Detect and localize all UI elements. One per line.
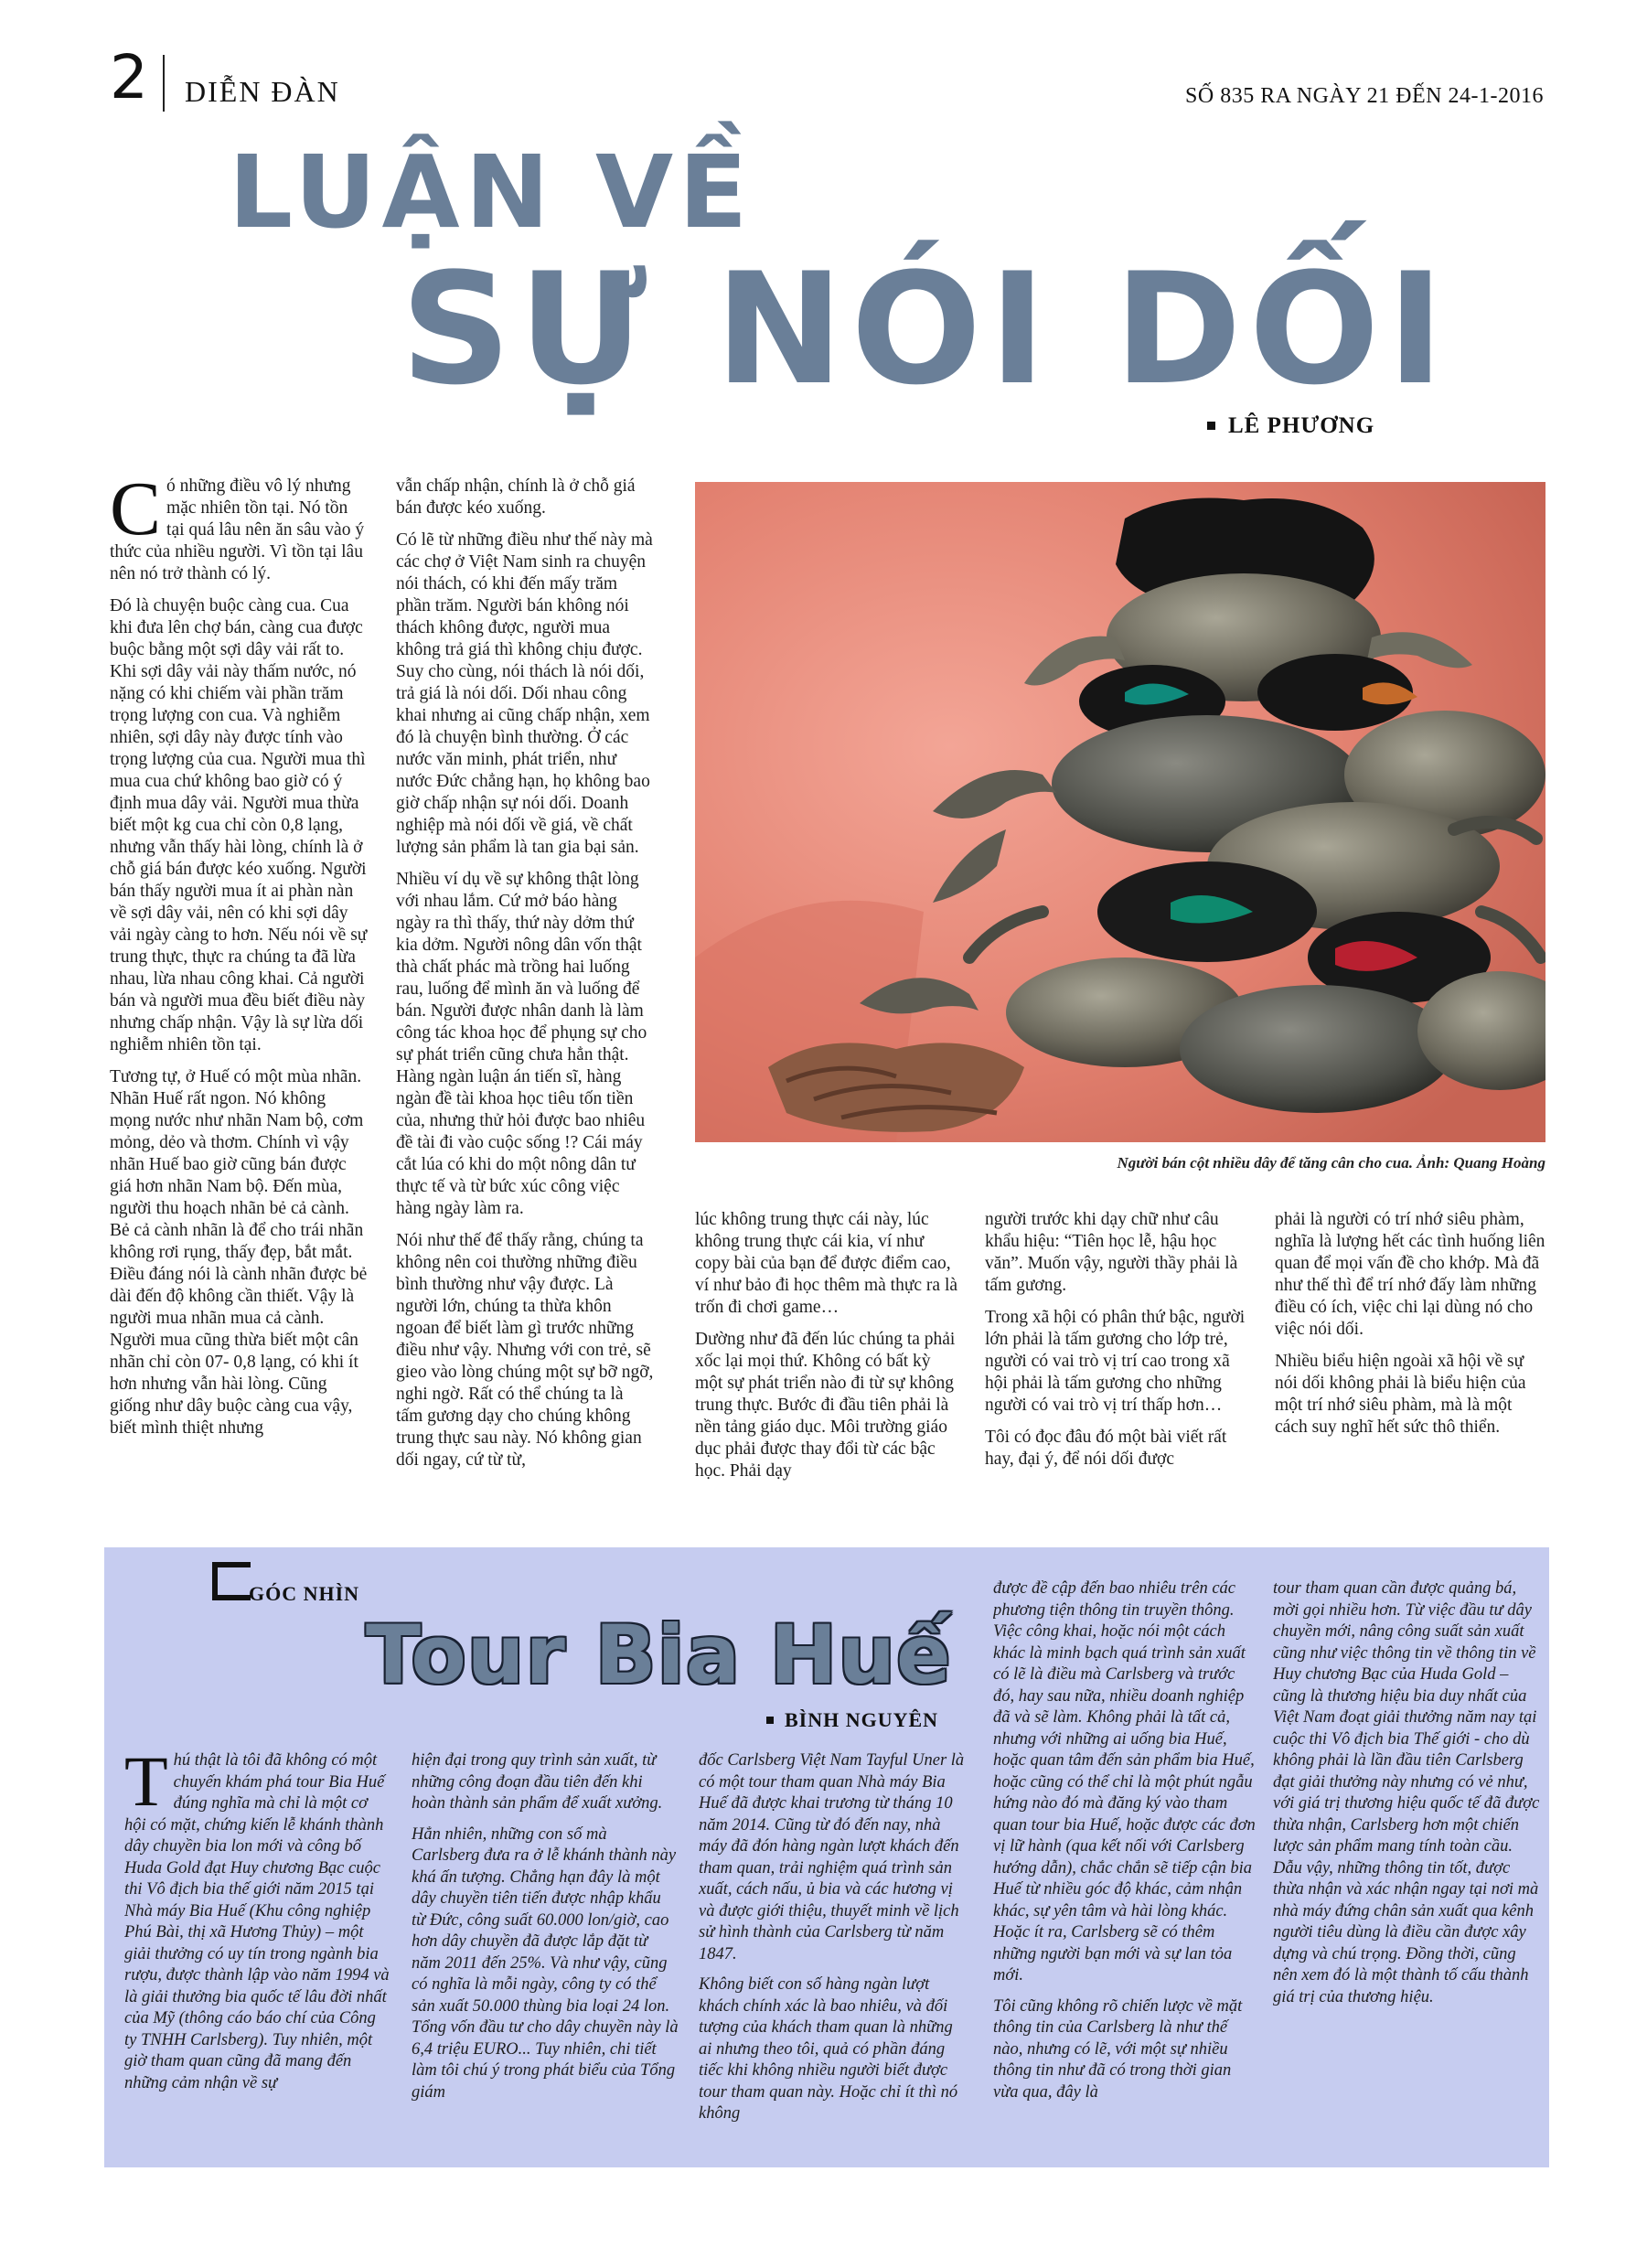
paragraph: vẫn chấp nhận, chính là ở chỗ giá bán được kéo xuống. bbox=[396, 476, 636, 518]
issue-info: SỐ 835 RA NGÀY 21 ĐẾN 24-1-2016 bbox=[1185, 84, 1544, 108]
article-column-5 bbox=[1275, 1209, 1545, 1502]
paragraph: tour tham quan cần được quảng bá, mời gọi nhiều hơn. Từ việc đầu tư dây chuyền mới, nâng công suất sản xuất cũng như việc thông tin về thông tin về Huy chương Bạc của Huda Gold – cũng là thương hiệu bia duy nhất của Việt Nam đoạt giải thưởng năm nay tại cuộc thi Vô địch bia Thế giới - cho dù không phải là lần đầu tiên Carlsberg đạt giải thưởng này nhưng có vẻ như, với giá trị thương hiệu quốc tế đã được thừa nhận, Carlsberg hơn một chiến lược sản phẩm mang tính toàn cầu. Dẫu vậy, những thông tin tốt, được thừa nhận và xác nhận ngay tại nơi mà nhà máy đứng chân sản xuất qua kênh người tiêu dùng là điều cần được xây dựng và chú trọng. Đồng thời, cũng nên xem đó là một thành tố cấu thành giá trị của thương hiệu. bbox=[1273, 1579, 1540, 2006]
crab-photo bbox=[695, 482, 1545, 1142]
paragraph: người trước khi dạy chữ như câu khẩu hiệu: “Tiên học lễ, hậu học văn”. Muốn vậy, người thầy phải là tấm gương. bbox=[985, 1210, 1238, 1295]
bullet-square-icon bbox=[766, 1717, 774, 1724]
paragraph: đốc Carlsberg Việt Nam Tayful Uner là có một tour tham quan Nhà máy Bia Huế đã được khai trương từ tháng 10 năm 2014. Cũng từ đó đến nay, nhà máy đã đón hàng ngàn lượt khách đến tham quan, trải nghiệm quá trình sản xuất, cách nấu, ủ bia và các hương vị và được giới thiệu, thuyết minh về lịch sử hình thành của Carlsberg từ năm 1847. bbox=[699, 1751, 965, 1963]
paragraph: Tôi có đọc đâu đó một bài viết rất hay, đại ý, để nói dối được bbox=[985, 1428, 1227, 1469]
author-name: LÊ PHƯƠNG bbox=[1228, 413, 1375, 438]
paragraph: Nhiều biểu hiện ngoài xã hội về sự nói dối không phải là biểu hiện của một trí nhớ siêu phàm, mà là một cách suy nghĩ hết sức thô thiển. bbox=[1275, 1352, 1526, 1437]
drop-cap: C bbox=[110, 476, 162, 551]
article-column-4 bbox=[985, 1209, 1250, 1502]
paragraph: Thú thật là tôi đã không có một chuyến khám phá tour Bia Huế đúng nghĩa mà chỉ là một cơ hội có mặt, chứng kiến lễ khánh thành dây chuyền bia lon mới và công bố Huda Gold đạt Huy chương Bạc cuộc thi Vô địch bia thế giới năm 2015 tại Nhà máy Bia Huế (Khu công nghiệp Phú Bài, thị xã Hương Thủy) – một giải thưởng có uy tín trong ngành bia rượu, được thành lập vào năm 1994 và là giải thưởng bia quốc tế lâu đời nhất của Mỹ (thông cáo báo chí của Công ty TNHH Carlsberg). Tuy nhiên, một giờ tham quan cũng đã mang đến những cảm nhận về sự bbox=[124, 1750, 390, 2092]
article-byline bbox=[1207, 413, 1374, 439]
article-title-line1: LUẬN VỀ bbox=[229, 134, 754, 251]
goc-nhin-title: Tour Bia Huế bbox=[366, 1608, 952, 1702]
goc-nhin-column-2 bbox=[412, 1750, 679, 2153]
paragraph: Dường như đã đến lúc chúng ta phải xốc lại mọi thứ. Không có bất kỳ một sự phát triển nào đi từ sự không trung thực. Bước đi đầu tiên phải là nền tảng giáo dục. Môi trường giáo dục phải được thay đổi từ các bậc học. Phải dạy bbox=[695, 1330, 956, 1481]
section-name: DIỄN ĐÀN bbox=[185, 75, 340, 108]
page-number: 2 bbox=[110, 42, 148, 112]
paragraph: Nhiều ví dụ về sự không thật lòng với nhau lắm. Cứ mở báo hàng ngày ra thì thấy, thứ này dởm thứ kia dởm. Người nông dân vốn thật thà chất phác mà trồng hai luống rau, luống để mình ăn và luống để bán. Người được nhân danh là làm công tác khoa học để phụng sự cho sự phát triển cũng chưa hẳn thật. Hàng ngàn luận án tiến sĩ, hàng ngàn đề tài khoa học tiêu tốn tiền của, nhưng thử hỏi được bao nhiêu đề tài đi vào cuộc sống !? Cái máy cắt lúa có khi do một nông dân tư thực tế và từ bức xúc công việc hàng ngày làm ra. bbox=[396, 870, 647, 1218]
header-divider bbox=[163, 55, 165, 112]
goc-nhin-label: GÓC NHÌN bbox=[249, 1582, 360, 1605]
goc-nhin-column-4 bbox=[993, 1578, 1260, 2153]
article-column-3 bbox=[695, 1209, 960, 1502]
bullet-square-icon bbox=[1207, 422, 1215, 430]
paragraph: Trong xã hội có phân thứ bậc, người lớn phải là tấm gương cho lớp trẻ, người có vai trò vị trí cao trong xã hội phải là tấm gương cho những người có vai trò vị trí thấp hơn… bbox=[985, 1308, 1246, 1415]
author-name: BÌNH NGUYÊN bbox=[785, 1708, 939, 1731]
photo-caption: Người bán cột nhiều dây để tăng cân cho cua. Ảnh: Quang Hoàng bbox=[1117, 1154, 1545, 1171]
paragraph: được đề cập đến bao nhiêu trên các phương tiện thông tin truyền thông. Việc công khai, hoặc nói một cách khác là minh bạch quá trình sản xuất có lẽ là điều mà Carlsberg và trước đó, hay sau nữa, nhiều doanh nghiệp đã và sẽ làm. Không phải là tất cả, nhưng với những ai uống bia Huế, hoặc quan tâm đến sản phẩm bia Huế, hoặc cũng có thể chỉ là một phút ngẫu hứng nào đó mà đăng ký vào tham quan tour bia Huế, hoặc được các đơn vị lữ hành (qua kết nối với Carlsberg hướng dẫn), chắc chắn sẽ tiếp cận bia Huế từ nhiều góc độ khác, cảm nhận khác, sự yên tâm và hài lòng khác. Hoặc ít ra, Carlsberg sẽ có thêm những người bạn mới và sự lan tỏa mới. bbox=[993, 1579, 1256, 1984]
article-column-1 bbox=[110, 476, 368, 1500]
paragraph: Hẳn nhiên, những con số mà Carlsberg đưa ra ở lễ khánh thành này khá ấn tượng. Chẳng hạn đây là một dây chuyền tiên tiến được nhập khẩu từ Đức, công suất 60.000 lon/giờ, cao hơn dây chuyền đã được lắp đặt từ năm 2011 đến 25%. Và như vậy, cũng có nghĩa là mỗi ngày, công ty có thể sản xuất 50.000 thùng bia loại 24 lon. Tổng vốn đầu tư cho dây chuyền này là 6,4 triệu EURO... Tuy nhiên, chi tiết làm tôi chú ý trong phát biểu của Tổng giám bbox=[412, 1824, 679, 2102]
paragraph: Tương tự, ở Huế có một mùa nhãn. Nhãn Huế rất ngon. Nó không mọng nước như nhãn Nam bộ, cơm mỏng, dẻo và thơm. Chính vì vậy nhãn Huế bao giờ cũng bán được giá hơn nhãn Nam bộ. Đến mùa, người thu hoạch nhãn bẻ cả cành. Bẻ cả cành nhãn là để cho trái nhãn không rơi rụng, thấy đẹp, bắt mắt. Điều đáng nói là cành nhãn được bẻ dài đến độ không cần thiết. Vậy là người mua nhãn mua cả cành. Người mua cũng thừa biết một cân nhãn chỉ còn 07- 0,8 lạng, có khi ít hơn nhưng vẫn hài lòng. Cũng giống như dây buộc càng cua vậy, biết mình thiệt nhưng bbox=[110, 1067, 368, 1438]
paragraph: lúc không trung thực cái này, lúc không trung thực cái kia, ví như copy bài của bạn để được điểm cao, ví như bảo đi học thêm mà thực ra là trốn đi chơi game… bbox=[695, 1210, 958, 1317]
article-column-2 bbox=[396, 476, 654, 1500]
paragraph: hiện đại trong quy trình sản xuất, từ những công đoạn đầu tiên đến khi hoàn thành sản phẩm để xuất xưởng. bbox=[412, 1751, 663, 1813]
paragraph: Có lẽ từ những điều như thế này mà các chợ ở Việt Nam sinh ra chuyện nói thách, có khi đến mấy trăm phần trăm. Người bán không nói thách không được, người mua không trả giá thì không chịu được. Suy cho cùng, nói thách là nói dối, trả giá là nói dối. Dối nhau công khai nhưng ai cũng chấp nhận, xem đó là chuyện bình thường. Ở các nước văn minh, phát triển, như nước Đức chẳng hạn, họ không bao giờ chấp nhận sự nói dối. Doanh nghiệp mà nói dối về giá, về chất lượng sản phẩm là tan gia bại sản. bbox=[396, 530, 653, 857]
paragraph: Không biết con số hàng ngàn lượt khách chính xác là bao nhiêu, và đối tượng của khách tham quan là những ai nhưng theo tôi, quả có phần đáng tiếc khi không nhiều người biết được tour tham quan này. Hoặc chỉ ít thì nó không bbox=[699, 1975, 958, 2123]
paragraph: phải là người có trí nhớ siêu phàm, nghĩa là lượng hết các tình huống liên quan để mọi vấn đề cho khớp. Mà đã như thế thì để trí nhớ đấy làm những điều có ích, việc chi lại dùng nó cho việc nói dối. bbox=[1275, 1210, 1545, 1339]
crab-illustration bbox=[695, 482, 1545, 1142]
drop-cap: T bbox=[124, 1750, 168, 1821]
goc-nhin-column-3 bbox=[699, 1750, 966, 2153]
goc-nhin-byline bbox=[766, 1708, 938, 1732]
article-title-line2: SỰ NÓI DỐI bbox=[401, 240, 1452, 419]
goc-nhin-column-1 bbox=[124, 1750, 391, 2153]
paragraph: Có những điều vô lý nhưng mặc nhiên tồn tại. Nó tồn tại quá lâu nên ăn sâu vào ý thức của nhiều người. Vì tồn tại lâu nên nó trở thành có lý. bbox=[110, 476, 365, 583]
paragraph: Tôi cũng không rõ chiến lược về mặt thông tin của Carlsberg là như thế nào, nhưng có lẽ, với một sự nhiều thông tin như đã có trong thời gian vừa qua, đây là bbox=[993, 1996, 1243, 2102]
goc-nhin-column-5 bbox=[1273, 1578, 1540, 2153]
paragraph: Đó là chuyện buộc càng cua. Cua khi đưa lên chợ bán, càng cua được buộc bằng một sợi dây vải rất to. Khi sợi dây vải này thấm nước, nó nặng có khi chiếm vài phần trăm trọng lượng con cua. Và nghiễm nhiên, sợi dây này được tính vào trọng lượng của cua. Người mua thì mua cua chứ không bao giờ có ý định mua dây vải. Người mua thừa biết một kg cua chỉ còn 0,8 lạng, nhưng vẫn thấy hài lòng, chính là ở chỗ giá bán được kéo xuống. Người bán thấy người mua ít ai phàn nàn về sợi dây vải, nên có khi sợi dây vải ngày càng to hơn. Nếu nói về sự trung thực, thực ra chúng ta đã lừa nhau, lừa nhau công khai. Cả người bán và người mua đều biết điều này nhưng chấp nhận. Vậy là sự lừa dối nghiễm nhiên tồn tại. bbox=[110, 596, 368, 1054]
paragraph: Nói như thế để thấy rằng, chúng ta không nên coi thường những điều bình thường như vậy được. Là người lớn, chúng ta thừa khôn ngoan để biết làm gì trước những điều như vậy. Nhưng với con trẻ, sẽ gieo vào lòng chúng một sự bỡ ngỡ, nghi ngờ. Rất có thể chúng ta là tấm gương dạy cho chúng không trung thực sau này. Nó không gian dối ngay, cứ từ từ, bbox=[396, 1231, 654, 1470]
corner-bracket-icon bbox=[212, 1562, 251, 1600]
